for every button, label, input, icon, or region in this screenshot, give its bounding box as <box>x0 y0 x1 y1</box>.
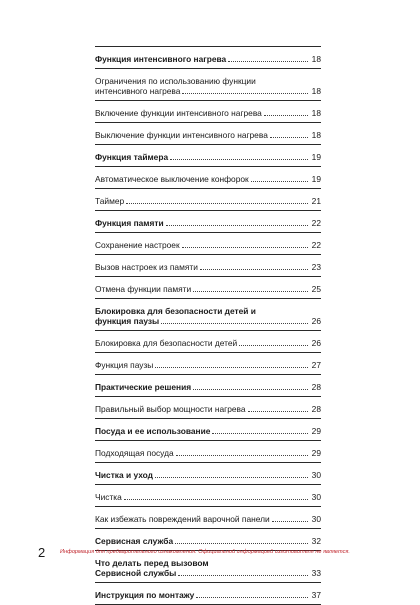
toc-entry[interactable] <box>95 68 321 100</box>
dot-leader <box>196 596 308 598</box>
toc-entry-page: 21 <box>311 196 321 206</box>
toc-entry-title-line: Ограничения по использованию функции <box>95 76 256 86</box>
toc-entry-page: 30 <box>311 514 321 524</box>
toc-entry-page: 33 <box>311 568 321 578</box>
toc-entry-title: Правильный выбор мощности нагрева <box>95 404 246 414</box>
page-number: 2 <box>38 545 46 560</box>
toc-entry-title: Функция паузы <box>95 360 154 370</box>
toc-entry-title: Вызов настроек из памяти <box>95 262 198 272</box>
toc-entry-title-line: Блокировка для безопасности детей и <box>95 306 256 316</box>
toc-entry[interactable] <box>95 440 321 462</box>
toc-entry-page: 18 <box>311 54 321 64</box>
dot-leader <box>200 268 308 270</box>
dot-leader <box>124 498 308 500</box>
toc-entry[interactable] <box>95 144 321 166</box>
toc-entry-title: Подходящая посуда <box>95 448 174 458</box>
toc-entry-title: Автоматическое выключение конфорок <box>95 174 249 184</box>
toc-entry-page: 26 <box>311 316 321 326</box>
dot-leader <box>155 476 308 478</box>
toc-entry-page: 30 <box>311 492 321 502</box>
dot-leader <box>239 344 308 346</box>
dot-leader <box>176 454 308 456</box>
toc-entry-title: Как избежать повреждений варочной панели <box>95 514 270 524</box>
dot-leader <box>170 158 308 160</box>
toc-entry-title: Сервисная служба <box>95 536 174 546</box>
toc-entry-title-line: Что делать перед вызовом <box>95 558 209 568</box>
toc-entry[interactable] <box>95 276 321 298</box>
toc-entry[interactable] <box>95 582 321 604</box>
dot-leader <box>193 388 308 390</box>
toc-entry-title: Сохранение настроек <box>95 240 180 250</box>
dot-leader <box>161 322 308 324</box>
toc-entry-page: 29 <box>311 448 321 458</box>
toc-entry-page: 29 <box>311 426 321 436</box>
toc-entry[interactable] <box>95 484 321 506</box>
toc-entry[interactable] <box>95 352 321 374</box>
toc-entry-page: 22 <box>311 240 321 250</box>
toc-entry[interactable] <box>95 46 321 68</box>
toc-entry-page: 37 <box>311 590 321 600</box>
toc-entry-title: Таймер <box>95 196 125 206</box>
dot-leader <box>212 432 308 434</box>
toc-entry[interactable] <box>95 396 321 418</box>
toc-entry-title: Функция таймера <box>95 152 169 162</box>
toc-entry-title: Включение функции интенсивного нагрева <box>95 108 262 118</box>
dot-leader <box>182 246 308 248</box>
toc-entry[interactable] <box>95 188 321 210</box>
dot-leader <box>155 366 308 368</box>
dot-leader <box>272 520 308 522</box>
toc-entry-title: Сервисной службы <box>95 568 177 578</box>
toc-entry-title: интенсивного нагрева <box>95 86 181 96</box>
dot-leader <box>248 410 308 412</box>
toc-entry-title: Чистка и уход <box>95 470 153 480</box>
toc-entry[interactable] <box>95 166 321 188</box>
dot-leader <box>182 92 308 94</box>
toc-entry[interactable] <box>95 298 321 330</box>
dot-leader <box>270 136 308 138</box>
toc-entry-page: 28 <box>311 404 321 414</box>
toc-entry[interactable] <box>95 462 321 484</box>
toc-entry[interactable] <box>95 210 321 232</box>
toc-entry-page: 25 <box>311 284 321 294</box>
toc-entry-page: 23 <box>311 262 321 272</box>
footer-disclaimer: Информация для предварительного ознакомления. Официальной информацией изготовителя не является. <box>60 549 350 555</box>
toc-entry-page: 18 <box>311 108 321 118</box>
dot-leader <box>228 60 308 62</box>
toc-entry-title: Посуда и ее использование <box>95 426 211 436</box>
toc-entry[interactable] <box>95 232 321 254</box>
toc-entry[interactable] <box>95 122 321 144</box>
dot-leader <box>175 542 308 544</box>
toc-entry-title: Чистка <box>95 492 122 502</box>
toc-entry[interactable] <box>95 374 321 396</box>
toc-entry-title: Инструкция по монтажу <box>95 590 195 600</box>
toc-entry-title: Практические решения <box>95 382 192 392</box>
toc-entry-page: 19 <box>311 174 321 184</box>
toc-entry[interactable] <box>95 418 321 440</box>
toc-entry-page: 27 <box>311 360 321 370</box>
toc-entry-page: 18 <box>311 86 321 96</box>
toc-entry-title: Выключение функции интенсивного нагрева <box>95 130 268 140</box>
toc-entry-page: 22 <box>311 218 321 228</box>
toc-entry-page: 18 <box>311 130 321 140</box>
toc-entry-page: 28 <box>311 382 321 392</box>
toc-entry-page: 32 <box>311 536 321 546</box>
table-of-contents <box>95 46 321 605</box>
dot-leader <box>166 224 308 226</box>
toc-entry[interactable] <box>95 330 321 352</box>
toc-entry-title: функция паузы <box>95 316 160 326</box>
toc-entry[interactable] <box>95 254 321 276</box>
toc-entry-page: 19 <box>311 152 321 162</box>
toc-entry-title: Отмена функции памяти <box>95 284 192 294</box>
dot-leader <box>264 114 308 116</box>
toc-entry-title: Блокировка для безопасности детей <box>95 338 238 348</box>
dot-leader <box>251 180 308 182</box>
toc-entry-page: 30 <box>311 470 321 480</box>
dot-leader <box>126 202 308 204</box>
toc-entry-page: 26 <box>311 338 321 348</box>
toc-entry-title: Функция интенсивного нагрева <box>95 54 227 64</box>
dot-leader <box>193 290 308 292</box>
toc-entry[interactable] <box>95 506 321 528</box>
toc-entry[interactable] <box>95 100 321 122</box>
toc-entry[interactable] <box>95 528 321 550</box>
toc-entry-title: Функция памяти <box>95 218 164 228</box>
dot-leader <box>178 574 308 576</box>
